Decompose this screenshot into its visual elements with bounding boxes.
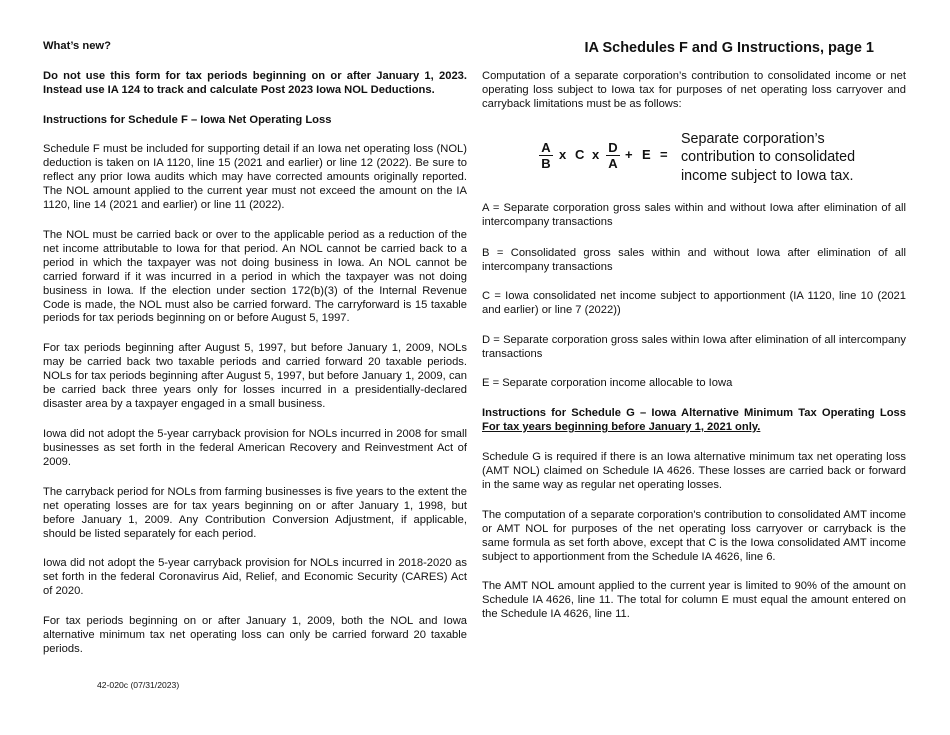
formula-d: D — [606, 140, 620, 156]
fraction-a-over-b — [539, 140, 553, 171]
definition-d: D = Separate corporation gross sales within Iowa after elimination of all intercompany transactions — [482, 334, 906, 360]
paragraph-amt-limit: The AMT NOL amount applied to the current year is limited to 90% of the amount on Schedule IA 4626, line 11. The total for column E must equal the amount entered on the Schedule IA 4626, line 11. — [482, 580, 906, 620]
formula-times-2: x — [592, 147, 600, 162]
page-title: IA Schedules F and G Instructions, page 1 — [584, 40, 874, 56]
fraction-d-over-a — [606, 140, 620, 171]
formula-equals: = — [660, 147, 668, 162]
paragraph-schedule-g-required: Schedule G is required if there is an Iowa alternative minimum tax net operating loss (AMT NOL) claimed on Schedule IA 4626. These losses are carried back or forward in the same way as regular net operating losses. — [482, 451, 906, 491]
notice-paragraph: Do not use this form for tax periods beginning on or after January 1, 2023. Instead use IA 124 to track and calculate Post 2023 Iowa NOL Deductions. — [43, 70, 467, 96]
paragraph-farming: The carryback period for NOLs from farming businesses is five years to the extent the net operating losses are for tax years beginning on or after January 1, 1998, but before January 1, 2009. Any Contribution Conversion Adjustment, if applicable, should be listed separately for each period. — [43, 486, 467, 540]
schedule-g-heading-text: Instructions for Schedule G – Iowa Alternative Minimum Tax Operating Loss — [482, 407, 906, 419]
paragraph-schedule-f-support: Schedule F must be included for supporting detail if an Iowa net operating loss (NOL) deduction is taken on IA 1120, line 15 (2021 and earlier) or line 12 (2022). Be sure to reflect any prior Iowa audits which may have corrected amounts originally reported. The NOL amount applied to the current year must not exceed the amount on the IA 1120, line 14 (2021 and earlier) or line 11 (2022). — [43, 143, 467, 211]
form-code: 42-020c (07/31/2023) — [97, 680, 180, 690]
formula-plus: + — [625, 147, 633, 162]
formula-c: C — [575, 147, 585, 162]
whats-new-heading: What’s new? — [43, 40, 111, 52]
computation-intro: Computation of a separate corporation’s contribution to consolidated income or net operating loss subject to Iowa tax for purposes of net operating loss carryover and carryback limitations must be as follows: — [482, 70, 906, 110]
definition-e: E = Separate corporation income allocable to Iowa — [482, 377, 733, 389]
formula-result: Separate corporation’s contribution to consolidated income subject to Iowa tax. — [681, 131, 856, 184]
paragraph-2009-onward: For tax periods beginning on or after January 1, 2009, both the NOL and Iowa alternative minimum tax net operating loss can only be carried forward 20 taxable periods. — [43, 615, 467, 655]
formula-b: B — [541, 156, 551, 171]
formula-a: A — [539, 140, 553, 156]
formula-e: E — [642, 147, 651, 162]
formula-a2: A — [608, 156, 618, 171]
paragraph-amt-computation: The computation of a separate corporation's contribution to consolidated AMT income or AMT NOL for purposes of the net operating loss carryover or carryback is the same formula as set forth above, except that C is the Iowa consolidated AMT income subject to apportionment from the Schedule IA 4626, line 6. — [482, 509, 906, 563]
schedule-g-heading — [482, 407, 906, 435]
formula-times-1: x — [559, 147, 567, 162]
definition-c: C = Iowa consolidated net income subject to apportionment (IA 1120, line 10 (2021 and earlier) or line 7 (2022)) — [482, 290, 906, 316]
formula — [539, 130, 909, 186]
schedule-g-note: For tax years beginning before January 1, 2021 only. — [482, 420, 761, 433]
paragraph-arra-2009: Iowa did not adopt the 5-year carryback provision for NOLs incurred in 2008 for small businesses as set forth in the federal American Recovery and Reinvestment Act of 2009. — [43, 428, 467, 468]
paragraph-cares: Iowa did not adopt the 5-year carryback provision for NOLs incurred in 2018-2020 as set forth in the federal Coronavirus Aid, Relief, and Economic Security (CARES) Act of 2020. — [43, 557, 467, 597]
definition-b: B = Consolidated gross sales within and without Iowa after elimination of all intercompany transactions — [482, 247, 906, 273]
definition-a: A = Separate corporation gross sales within and without Iowa after elimination of all intercompany transactions — [482, 202, 906, 228]
paragraph-nol-carry: The NOL must be carried back or over to the applicable period as a reduction of the net income attributable to Iowa for that period. An NOL cannot be carried back to a period in which the taxpayer was not doing business in Iowa. An NOL cannot be carried forward if it was incurred in a period in which the taxpayer was not doing business in Iowa. If the election under section 172(b)(3) of the Internal Revenue Code is made, the NOL must also be carried forward. The carryforward is 15 taxable periods for tax periods beginning on or before August 5, 1997. — [43, 229, 467, 325]
paragraph-1997-2009: For tax periods beginning after August 5, 1997, but before January 1, 2009, NOLs may be carried back two taxable periods and carried forward 20 taxable periods. NOLs for tax periods beginning after August 5, 1997, but before January 1, 2009, can be carried back three years only for losses incurred in a presidentially-declared disaster area by a taxpayer engaged in a small business. — [43, 342, 467, 410]
schedule-f-heading: Instructions for Schedule F – Iowa Net Operating Loss — [43, 114, 332, 126]
